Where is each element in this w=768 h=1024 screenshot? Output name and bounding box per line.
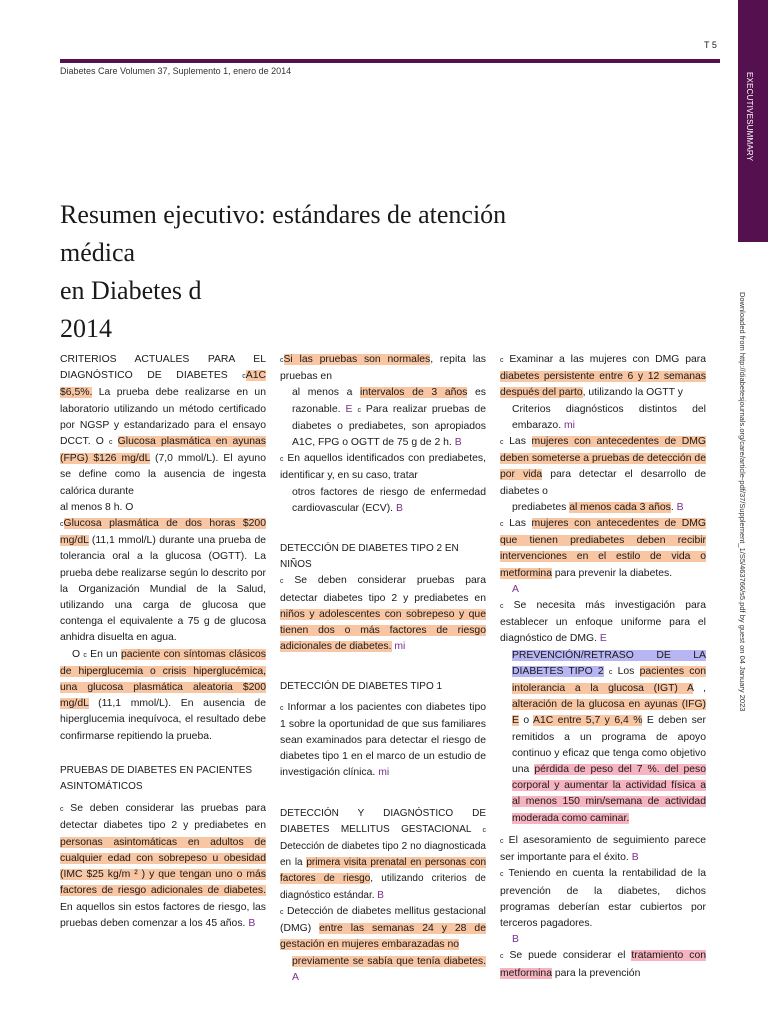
bullet-marker: c [280,456,284,464]
list-item: PREVENCIÓN/RETRASO DE LA DIABETES TIPO 2 c Los pacientes con intolerancia a la glucosa (IGT) A , alteración de la glucosa en ayunas (IFG) E o A1C entre 5,7 y 6,4 % E deben ser remitidos a un programa de apoyo continuo y eficaz que tenga como objetivo una pérdida de peso del 7 %. del peso corporal y aumentar la actividad física a al menos 150 min/semana de actividad moderada como caminar. [512,649,707,824]
list-item: cGlucosa plasmática de dos horas $200 mg/dL (11,1 mmol/L) durante una prueba de tolerancia oral a la glucosa (OGTT). La prueba debe realizarse según lo descrito por la Organización Mundial de la Salud, utilizando una carga de glucosa que contenga el equivalente a 75 g de glucosa anhidra disuelta en agua. [60,518,266,644]
evidence-grade: mi [563,419,575,431]
bullet-marker: c [60,806,64,814]
list-item: otros factores de riesgo de enfermedad cardiovascular (ECV). B [292,486,486,514]
list-item: c En aquellos identificados con prediabetes, identificar y, en su caso, tratar [280,453,486,482]
list-item: c Examinar a las mujeres con DMG para diabetes persistente entre 6 y 12 semanas después del parto, utilizando la OGTT y [500,354,707,399]
highlight: Si las pruebas son normales [283,354,431,365]
journal-citation: Diabetes Care Volumen 37, Suplemento 1, enero de 2014 [60,66,292,76]
list-item: Criterios diagnósticos distintos del embarazo. mi [512,403,706,431]
list-item: cSi las pruebas son normales, repita las pruebas en [280,354,487,383]
bullet-marker: c [60,521,64,529]
bullet-marker: c [280,578,284,586]
evidence-grade: B [676,501,684,513]
evidence-grade: B [248,917,256,929]
highlight-pink: pérdida de peso del 7 %. del peso corporal y aumentar la actividad física a al menos 150 min/semana de actividad moderada como caminar. [512,764,706,824]
list-item: c Detección de diabetes mellitus gestacional (DMG) entre las semanas 24 y 28 de gestación en mujeres embarazadas no [280,905,486,951]
highlight: diabetes persistente entre 6 y 12 semanas después del parto [500,371,706,399]
bullet-marker: c [280,908,284,916]
highlight: niños y adolescentes con sobrepeso y que tienen dos o más factores de riesgo adicionales de diabetes. [280,608,486,653]
column-3 [500,352,706,982]
bullet-marker: c [500,603,504,611]
title-line-3: en Diabetes d [60,276,202,305]
highlight: Glucosa plasmática en ayunas (FPG) $126 mg/dL [60,436,266,465]
list-item [280,954,486,986]
evidence-grade: E [599,633,607,645]
bullet-marker: c [280,357,284,364]
highlight: al menos cada 3 años [569,501,671,513]
highlight: previamente se sabía que tenía diabetes. [292,955,486,967]
text-line: al menos 8 h. O [60,501,134,513]
bullet-marker: c [357,406,361,414]
list-item: c Se necesita más investigación para establecer un enfoque uniforme para el diagnóstico de DMG. E [500,600,706,645]
highlight: pacientes con intolerancia a la glucosa (IGT) A [512,665,707,695]
bullet-marker: c [500,871,504,879]
highlight: Glucosa plasmática de dos horas $200 mg/dL [60,518,266,547]
title-line-4: 2014 [60,314,112,343]
title-line-2: médica [60,238,136,267]
column-2 [280,352,486,986]
bullet-marker: c [242,373,246,381]
evidence-grade: B [395,502,403,514]
download-note: Downloaded from http://diabetesjournals.org/care/article-pdf/37/Supplement_1/S5/463766/s5.pdf by guest on 04 January 2023 [738,292,747,712]
bullet-marker: c [83,651,87,659]
highlight-blue: PREVENCIÓN/RETRASO DE LA DIABETES TIPO 2 [512,649,706,677]
evidence-grade: mi [378,767,390,779]
highlight: intervalos de 3 años [360,387,468,399]
list-item: c Las mujeres con antecedentes de DMG deben someterse a pruebas de detección de por vida para detectar el desarrollo de diabetes o [500,436,707,497]
list-item: c Se puede considerar el tratamiento con metformina para la prevención [500,950,706,979]
bullet-marker: c [500,357,504,364]
list-item: c Informar a los pacientes con diabetes tipo 1 sobre la oportunidad de que sus familiares sean examinados para detectar el riesgo de diabetes tipo 1 en el marco de un estudio de investigación clínica. mi [280,701,487,779]
list-item: al menos a intervalos de 3 años es razonable. E c Para realizar pruebas de diabetes o prediabetes, son apropiados A1C, FPG o OGTT de 75 g de 2 h. B [292,387,486,449]
list-item: c Teniendo en cuenta la rentabilidad de la prevención de la diabetes, dichos programas deberían estar cubiertos por terceros pagadores. [500,868,706,929]
evidence-grade: A [292,971,299,983]
list-item [500,932,706,948]
evidence-grade: B [512,934,519,946]
list-item: c Se deben considerar pruebas para detectar diabetes tipo 2 y prediabetes en niños y adolescentes con sobrepeso y que tienen dos o más factores de riesgo adicionales de diabetes. mi [280,575,486,653]
section-tab-label: EXECUTIVESUMMARY [745,72,754,162]
title-line-1: Resumen ejecutivo: estándares de atención [60,200,507,229]
list-item: prediabetes al menos cada 3 años. B [512,501,684,513]
list-item: c Se deben considerar las pruebas para detectar diabetes tipo 2 y prediabetes en personas asintomáticas en adultos de cualquier edad con sobrepeso u obesidad (IMC $25 kg/m ² ) y que tengan uno o más factores de riesgo adicionales de diabetes. En aquellos sin estos factores de riesgo, las pruebas deben comenzar a los 45 años. B [60,803,266,929]
bullet-marker: c [500,837,504,845]
header-rule [60,59,720,63]
highlight: A1C $6,5%. [60,370,266,399]
evidence-grade: B [454,437,462,449]
highlight: entre las semanas 24 y 28 de gestación en mujeres embarazadas no [280,923,486,951]
highlight-pink: tratamiento con metformina [500,950,706,979]
page-number: T 5 [704,40,717,50]
bullet-marker: c [482,826,486,834]
evidence-grade: mi [394,641,406,653]
highlight: A1C entre 5,7 y 6,4 % [533,715,643,727]
diagnostic-criteria-paragraph: CRITERIOS ACTUALES PARA EL DIAGNÓSTICO DE DIABETES cA1C $6,5%. La prueba debe realizarse en un laboratorio utilizando un método certificado por NGSP y estandarizado para el ensayo DCCT. O c Glucosa plasmática en ayunas (FPG) $126 mg/dL (7,0 mmol/L). El ayuno se define como la ausencia de ingesta calórica durante [60,354,266,497]
article-title [60,196,580,348]
evidence-grade: E [345,403,353,415]
column-1 [60,352,266,932]
highlight: paciente con síntomas clásicos de hiperglucemia o crisis hiperglucémica, una glucosa plasmática aleatoria $200 mg/dL [60,648,266,710]
highlight: alteración de la glucosa en ayunas (IFG) E [512,699,706,727]
bullet-marker: c [109,439,113,447]
highlight: mujeres con antecedentes de DMG que tienen prediabetes deben recibir intervenciones en el estilo de vida o metformina [500,518,707,579]
evidence-grade: B [631,852,639,864]
list-item: c El asesoramiento de seguimiento parece ser importante para el éxito. B [500,834,707,864]
highlight: primera visita prenatal en personas con factores de riesgo [280,857,487,885]
highlight: personas asintomáticas en adultos de cualquier edad con sobrepeso u obesidad (IMC $25 kg/m ² ) y que tengan uno o más factores de riesgo adicionales de diabetes. [60,836,266,897]
section-heading: DETECCIÓN DE DIABETES TIPO 1 [280,681,443,693]
list-item [500,582,706,598]
bullet-marker: c [500,953,504,961]
bullet-marker: c [500,521,504,529]
bullet-marker: c [280,704,284,712]
list-item: c Las mujeres con antecedentes de DMG que tienen prediabetes deben recibir intervenciones en el estilo de vida o metformina para prevenir la diabetes. [500,518,707,579]
list-item: O c En un paciente con síntomas clásicos de hiperglucemia o crisis hiperglucémica, una glucosa plasmática aleatoria $200 mg/dL (11,1 mmol/L). En ausencia de hiperglucemia inequívoca, el resultado debe confirmarse repitiendo la prueba. [60,648,266,742]
section-heading: DETECCIÓN DE DIABETES TIPO 2 EN NIÑOS [280,543,459,571]
bullet-marker: c [608,668,613,676]
section-tab [738,0,768,242]
section-heading: DETECCIÓN Y DIAGNÓSTICO DE DIABETES MELLITUS GESTACIONAL c Detección de diabetes tipo 2 no diagnosticada en la primera visita prenatal en personas con factores de riesgo, utilizando criterios de diagnóstico estándar. B [280,807,487,901]
evidence-grade: B [377,889,384,901]
bullet-marker: c [500,439,504,447]
highlight: mujeres con antecedentes de DMG deben someterse a pruebas de detección de por vida [500,436,707,481]
section-heading: PRUEBAS DE DIABETES EN PACIENTES ASINTOMÁTICOS [60,764,253,793]
evidence-grade: A [512,583,519,595]
